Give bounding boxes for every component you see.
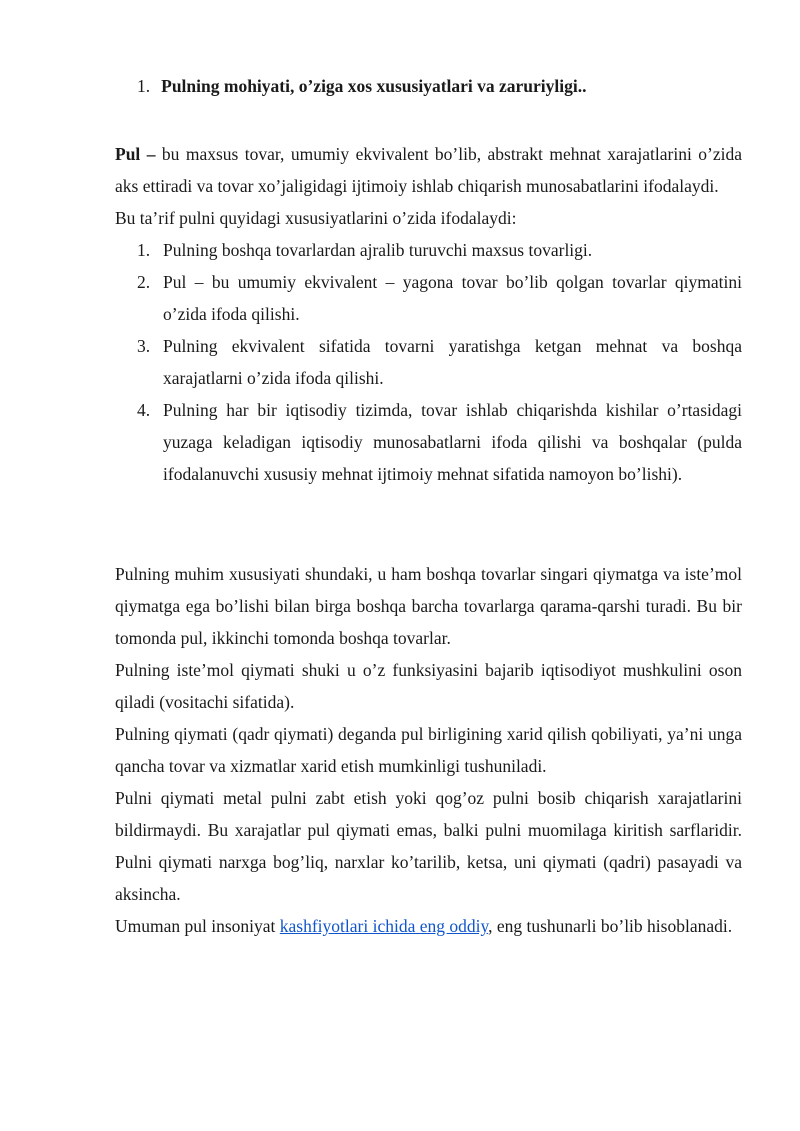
body-paragraph: Pulning iste’mol qiymati shuki u o’z funksiyasini bajarib iqtisodiyot mushkulini oson qiladi (vositachi sifatida). xyxy=(115,660,742,712)
definition-text: bu maxsus tovar, umumiy ekvivalent bo’lib, abstrakt mehnat xarajatlarini o’zida aks ettiradi va tovar xo’jaligidagi ijtimoiy ishlab chiqarish munosabatlarini ifodalaydi. xyxy=(115,144,742,196)
definition-paragraph xyxy=(115,138,742,202)
inline-link[interactable]: kashfiyotlari ichida eng oddiy xyxy=(279,916,489,936)
body-paragraph: Pulning muhim xususiyati shundaki, u ham boshqa tovarlar singari qiymatga va iste’mol qiymatga ega bo’lishi bilan birga boshqa barcha tovarlarga qarama-qarshi turadi. Bu bir tomonda pul, ikkinchi tomonda boshqa tovarlar. xyxy=(115,564,742,648)
list-item xyxy=(115,234,742,266)
list-item-text: Pulning har bir iqtisodiy tizimda, tovar ishlab chiqarishda kishilar o’rtasidagi yuzaga keladigan iqtisodiy munosabatlarni ifoda qilishi va boshqalar (pulda ifodalanuvchi xususiy mehnat ijtimoiy mehnat sifatida namoyon bo’lishi). xyxy=(163,400,742,484)
list-item-text: Pulning ekvivalent sifatida tovarni yaratishga ketgan mehnat va boshqa xarajatlarni o’zida ifoda qilishi. xyxy=(163,336,742,388)
list-item xyxy=(115,266,742,330)
heading-title: Pulning mohiyati, o’ziga xos xususiyatlari va zaruriyligi.. xyxy=(161,76,587,96)
list-item xyxy=(115,394,742,490)
list-item xyxy=(115,330,742,394)
list-item-text: Pulning boshqa tovarlardan ajralib turuvchi maxsus tovarligi. xyxy=(163,240,593,260)
list-item-number: 4. xyxy=(137,400,151,420)
properties-list xyxy=(115,234,742,490)
list-item-number: 3. xyxy=(137,336,151,356)
definition-block xyxy=(115,138,742,490)
closing-text-before: Umuman pul insoniyat xyxy=(115,916,280,936)
section-heading xyxy=(137,76,587,97)
body-paragraphs xyxy=(115,558,742,942)
intro-line: Bu ta’rif pulni quyidagi xususiyatlarini o’zida ifodalaydi: xyxy=(115,208,517,228)
heading-number: 1. xyxy=(137,76,151,96)
list-item-number: 1. xyxy=(137,240,151,260)
definition-term: Pul – xyxy=(115,144,156,164)
body-paragraph: Pulning qiymati (qadr qiymati) deganda pul birligining xarid qilish qobiliyati, ya’ni unga qancha tovar va xizmatlar xarid etish mumkinligi tushuniladi. xyxy=(115,724,742,776)
list-item-number: 2. xyxy=(137,272,151,292)
body-paragraph: Pulni qiymati metal pulni zabt etish yoki qog’oz pulni bosib chiqarish xarajatlarini bildirmaydi. Bu xarajatlar pul qiymati emas, balki pulni muomilaga kiritish sarflaridir. Pulni qiymati narxga bog’liq, narxlar ko’tarilib, ketsa, uni qiymati (qadri) pasayadi va aksincha. xyxy=(115,788,742,904)
list-item-text: Pul – bu umumiy ekvivalent – yagona tovar bo’lib qolgan tovarlar qiymatini o’zida ifoda qilishi. xyxy=(163,272,742,324)
closing-text-after: , eng tushunarli bo’lib hisoblanadi. xyxy=(488,916,733,936)
closing-paragraph xyxy=(115,910,742,942)
